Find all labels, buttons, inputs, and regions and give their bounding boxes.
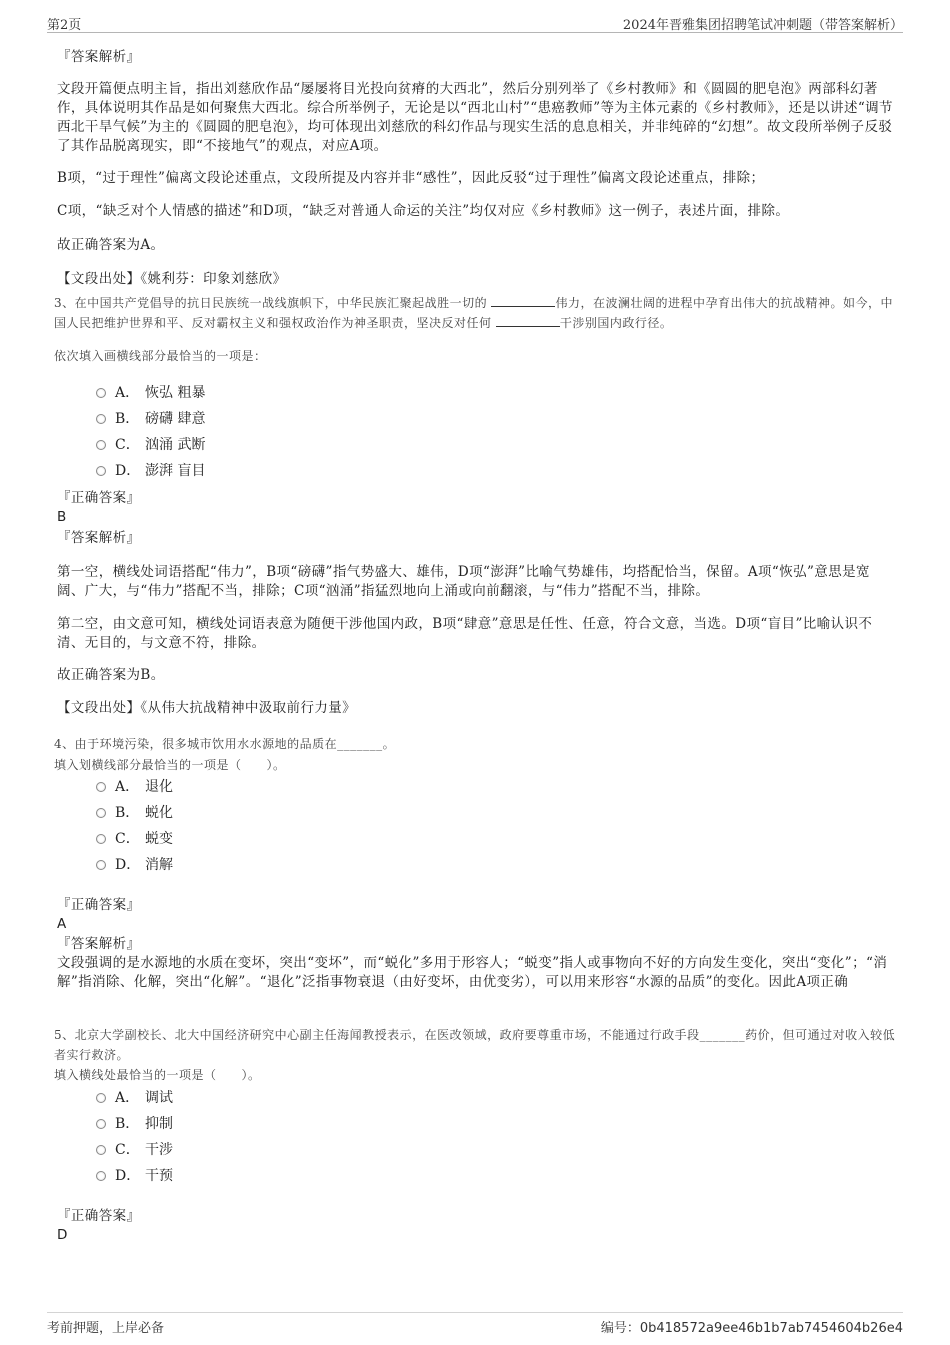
radio-icon[interactable] <box>96 834 106 844</box>
q4-answer: A <box>57 916 67 932</box>
q4-answer-label: 『正确答案』 <box>57 897 141 913</box>
footer-slogan: 考前押题，上岸必备 <box>47 1321 165 1336</box>
q5-answer: D <box>57 1227 68 1243</box>
q5-prompt: 填入横线处最恰当的一项是（ ）。 <box>54 1068 261 1082</box>
q3-answer-label: 『正确答案』 <box>57 490 141 506</box>
q5-answer-label: 『正确答案』 <box>57 1208 141 1224</box>
radio-icon[interactable] <box>96 440 106 450</box>
radio-icon[interactable] <box>96 782 106 792</box>
radio-icon[interactable] <box>96 414 106 424</box>
radio-icon[interactable] <box>96 388 106 398</box>
q2-analysis-label: 『答案解析』 <box>57 49 141 65</box>
q4-option-a[interactable]: A． 退化 <box>96 777 173 797</box>
q4-option-b[interactable]: B． 蜕化 <box>96 803 173 823</box>
q4-option-c[interactable]: C． 蜕变 <box>96 829 173 849</box>
q3-analysis-conclusion: 故正确答案为B。 <box>57 667 165 683</box>
q3-analysis-p1: 第一空，横线处词语搭配“伟力”，B项“磅礴”指气势盛大、雄伟，D项“澎湃”比喻气势雄伟，均搭配恰当，保留。A项“恢弘”意思是宽阔、广大，与“伟力”搭配不当，排除；C项“汹涌”指猛烈地向上涌或向前翻滚，与“伟力”搭配不当，排除。 <box>57 564 870 599</box>
page-footer <box>47 1312 903 1336</box>
q2-analysis-p2: B项，“过于理性”偏离文段论述重点，文段所提及内容并非“感性”，因此反驳“过于理性”偏离文段论述重点，排除； <box>57 170 765 186</box>
radio-icon[interactable] <box>96 808 106 818</box>
q2-source: 【文段出处】《姚利芬：印象刘慈欣》 <box>57 271 287 287</box>
page-header <box>47 14 903 33</box>
q3-blank-1 <box>491 294 555 307</box>
q4-stem: 4、由于环境污染，很多城市饮用水水源地的品质在_______。 <box>54 737 396 751</box>
q3-answer: B <box>57 509 67 525</box>
q4-prompt: 填入划横线部分最恰当的一项是（ ）。 <box>54 758 286 772</box>
radio-icon[interactable] <box>96 1093 106 1103</box>
q3-option-d[interactable]: D． 澎湃 盲目 <box>96 461 205 481</box>
q2-analysis-p1: 文段开篇便点明主旨，指出刘慈欣作品“屡屡将目光投向贫瘠的大西北”，然后分别列举了《乡村教师》和《圆圆的肥皂泡》两部科幻著作，具体说明其作品是如何聚焦大西北。综合所举例子，无论是以“西北山村”“患癌教师”等为主体元素的《乡村教师》，还是以讲述“调节西北干旱气候”为主的《圆圆的肥皂泡》，均可体现出刘慈欣的科幻作品与现实生活的息息相关，并非纯碎的“幻想”。故文段所举例子反驳了其作品脱离现实，即“不接地气”的观点，对应A项。 <box>57 81 893 154</box>
q3-option-a[interactable]: A． 恢弘 粗暴 <box>96 383 205 403</box>
radio-icon[interactable] <box>96 1171 106 1181</box>
q3-analysis-label: 『答案解析』 <box>57 530 141 546</box>
q4-analysis-label: 『答案解析』 <box>57 936 141 952</box>
q5-option-c[interactable]: C． 干涉 <box>96 1140 173 1160</box>
q3-stem: 3、在中国共产党倡导的抗日民族统一战线旗帜下，中华民族汇聚起战胜一切的 伟力，在波澜壮阔的进程中孕育出伟大的抗战精神。如今，中国人民把维护世界和平、反对霸权主义和强权政治作为神圣职责，坚决反对任何 干涉别国内政行径。 <box>54 296 893 330</box>
radio-icon[interactable] <box>96 466 106 476</box>
document-title: 2024年晋雅集团招聘笔试冲刺题（带答案解析） <box>622 18 903 33</box>
q3-option-b[interactable]: B． 磅礴 肆意 <box>96 409 205 429</box>
q4-analysis-p1: 文段强调的是水源地的水质在变坏，突出“变坏”，而“蜕化”多用于形容人；“蜕变”指人或事物向不好的方向发生变化，突出“变化”；“消解”指消除、化解，突出“化解”。“退化”泛指事物衰退（由好变坏，由优变劣），可以用来形容“水源的品质”的变化。因此A项正确 <box>57 955 888 990</box>
radio-icon[interactable] <box>96 860 106 870</box>
q3-prompt: 依次填入画横线部分最恰当的一项是： <box>54 349 267 363</box>
q3-blank-2 <box>496 314 560 327</box>
q5-option-b[interactable]: B． 抑制 <box>96 1114 173 1134</box>
q5-option-a[interactable]: A． 调试 <box>96 1088 173 1108</box>
page-number: 第2页 <box>47 18 82 33</box>
q3-option-c[interactable]: C． 汹涌 武断 <box>96 435 205 455</box>
q4-option-d[interactable]: D． 消解 <box>96 855 173 875</box>
q2-analysis-conclusion: 故正确答案为A。 <box>57 237 165 253</box>
q5-stem: 5、北京大学副校长、北大中国经济研究中心副主任海闻教授表示，在医改领域，政府要尊重市场，不能通过行政手段_______药价，但可通过对收入较低者实行救济。 <box>54 1028 896 1062</box>
q2-analysis-p3: C项，“缺乏对个人情感的描述”和D项，“缺乏对普通人命运的关注”均仅对应《乡村教师》这一例子，表述片面，排除。 <box>57 203 790 219</box>
radio-icon[interactable] <box>96 1145 106 1155</box>
radio-icon[interactable] <box>96 1119 106 1129</box>
q3-analysis-p2: 第二空，由文意可知，横线处词语表意为随便干涉他国内政，B项“肆意”意思是任性、任意，符合文意，当选。D项“盲目”比喻认识不清、无目的，与文意不符，排除。 <box>57 616 873 651</box>
document-code: 编号：0b418572a9ee46b1b7ab7454604b26e4 <box>600 1321 903 1336</box>
q3-source: 【文段出处】《从伟大抗战精神中汲取前行力量》 <box>57 700 357 716</box>
q5-option-d[interactable]: D． 干预 <box>96 1166 173 1186</box>
